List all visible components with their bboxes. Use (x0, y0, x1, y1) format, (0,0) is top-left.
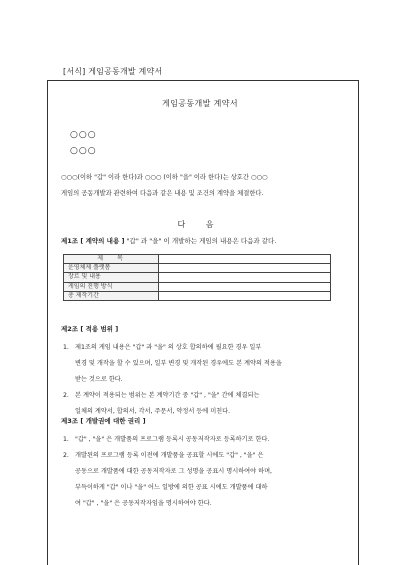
article-2-items (63, 340, 353, 420)
table-row (64, 255, 331, 264)
center-heading: 다 음 (177, 220, 223, 229)
table-value (159, 264, 331, 273)
table-value (159, 291, 331, 300)
list-item (63, 340, 353, 388)
item-number: 1. (63, 344, 69, 351)
list-item (63, 448, 353, 512)
table-row (64, 264, 331, 273)
article-3-heading: 제3조 [ 개발권에 대한 권리 ] (61, 417, 146, 425)
article-3-items (63, 432, 353, 512)
item-number: 2. (63, 452, 69, 459)
table-value (159, 282, 331, 291)
item-text: 제1조의 게임 내용은 "갑" 과 "을" 의 상호 합의하에 필요한 경우 일부 변경 및 개작을 할 수 있으며, 일부 변경 및 개작된 경우에도 본 계약의 적용을 받는 것으로 한다. (75, 344, 282, 383)
list-item (63, 432, 353, 448)
contract-title: 게임공동개발 계약서 (161, 99, 239, 108)
item-text: "갑" , "을" 은 개발품의 프로그램 등록시 공동저작자로 등록하기로 한다. (75, 436, 270, 443)
item-text: 개발된의 프로그램 등록 이전에 개발품을 공표할 시에도 "갑" , "을" 은 공동으로 개발품에 대한 공동저작자로 그 성명을 공표시 명시하여야 하며, 부득이하게 "갑" 이나 "을" 어느 일방에 의한 공표 시에도 개발품에 대하 여 "갑" , "을" 은 공동저작자임을 명시하여야 한다. (75, 452, 273, 507)
item-number: 2. (63, 392, 69, 399)
item-number: 1. (63, 436, 69, 443)
table-row (64, 273, 331, 282)
article-1-body: "갑" 과 "을" 이 개발하는 게임의 내용은 다음과 같다. (124, 237, 277, 245)
item-text: 본 계약이 적용되는 범위는 본 계약기간 중 "갑" , "을" 간에 체결되는 일체의 계약서, 합의서, 각서, 주문서, 약정서 등에 미친다. (75, 392, 260, 415)
article-1-title: 제1조 [ 계약의 내용 ] (61, 237, 125, 245)
game-spec-table (63, 254, 331, 301)
table-row (64, 291, 331, 300)
document-label: [서식] 게임공동개발 계약서 (63, 67, 163, 76)
table-key: 총 제작기간 (64, 291, 159, 300)
party-b: ○○○ (70, 146, 97, 156)
party-a: ○○○ (70, 130, 97, 140)
article-2-heading: 제2조 [ 적용 범위 ] (61, 325, 119, 333)
table-key: 장르 및 내용 (64, 273, 159, 282)
table-key: 게임의 진행 방식 (64, 282, 159, 291)
intro-paragraph: ○○○(이하 "갑" 이라 한다)과 ○○○ (이하 "을" 이라 한다)는 상호간 ○○○ 게임의 공동개발과 관련하여 다음과 같은 내용 및 조건의 계약을 체결한다. (61, 174, 268, 197)
table-value (159, 273, 331, 282)
table-key: 제 목 (64, 255, 159, 264)
article-1-heading (61, 236, 276, 245)
table-row (64, 282, 331, 291)
table-value (159, 255, 331, 264)
table-key: 운영체제 플랫폼 (64, 264, 159, 273)
